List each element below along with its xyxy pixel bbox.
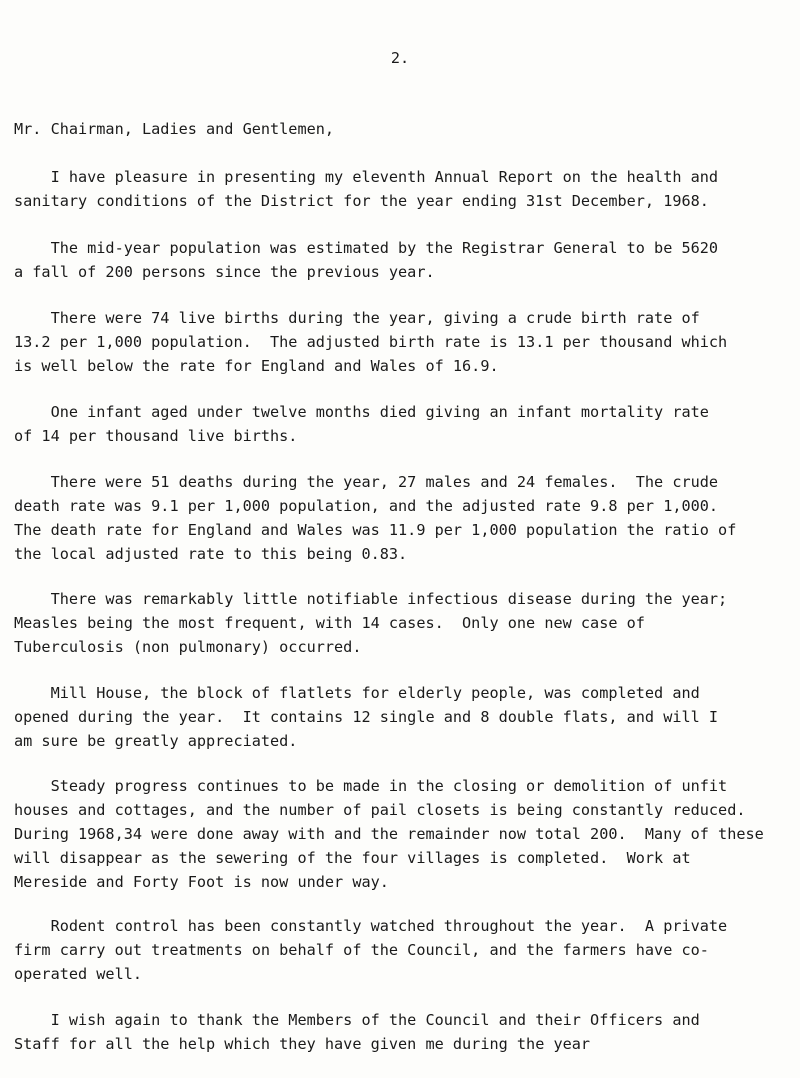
paragraph-deaths: [14, 470, 792, 566]
paragraph-housing: [14, 774, 792, 894]
text-line: Mereside and Forty Foot is now under way.: [14, 873, 389, 891]
text-line: operated well.: [14, 965, 143, 983]
text-line: will disappear as the sewering of the four villages is completed. Work at: [14, 849, 691, 867]
text-line: Measles being the most frequent, with 14 cases. Only one new case of: [14, 614, 645, 632]
paragraph-introduction: [14, 165, 792, 213]
text-line: Rodent control has been constantly watched throughout the year. A private: [14, 917, 728, 935]
text-line: I wish again to thank the Members of the Council and their Officers and: [14, 1011, 700, 1029]
paragraph-infant-mortality: [14, 400, 792, 448]
text-line: is well below the rate for England and Wales of 16.9.: [14, 357, 499, 375]
text-line: houses and cottages, and the number of pail closets is being constantly reduced.: [14, 801, 746, 819]
text-line: of 14 per thousand live births.: [14, 427, 298, 445]
text-line: There were 74 live births during the year, giving a crude birth rate of: [14, 309, 700, 327]
text-line: Mill House, the block of flatlets for elderly people, was completed and: [14, 684, 700, 702]
text-line: The death rate for England and Wales was 11.9 per 1,000 population the ratio of: [14, 521, 737, 539]
text-line: There were 51 deaths during the year, 27 males and 24 females. The crude: [14, 473, 719, 491]
paragraph-population: [14, 236, 792, 284]
paragraph-rodent-control: [14, 914, 792, 986]
text-line: am sure be greatly appreciated.: [14, 732, 298, 750]
paragraph-mill-house: [14, 681, 792, 753]
text-line: the local adjusted rate to this being 0.83.: [14, 545, 408, 563]
text-line: During 1968,34 were done away with and the remainder now total 200. Many of these: [14, 825, 764, 843]
text-line: I have pleasure in presenting my eleventh Annual Report on the health and: [14, 168, 719, 186]
text-line: death rate was 9.1 per 1,000 population, and the adjusted rate 9.8 per 1,000.: [14, 497, 719, 515]
page-number: 2.: [390, 49, 410, 67]
text-line: sanitary conditions of the District for the year ending 31st December, 1968.: [14, 192, 709, 210]
text-line: Staff for all the help which they have given me during the year: [14, 1035, 591, 1053]
paragraph-thanks: [14, 1008, 792, 1056]
text-line: a fall of 200 persons since the previous year.: [14, 263, 435, 281]
paragraph-births: [14, 306, 792, 378]
text-line: There was remarkably little notifiable infectious disease during the year;: [14, 590, 728, 608]
text-line: One infant aged under twelve months died giving an infant mortality rate: [14, 403, 709, 421]
salutation: Mr. Chairman, Ladies and Gentlemen,: [14, 120, 335, 138]
text-line: 13.2 per 1,000 population. The adjusted birth rate is 13.1 per thousand which: [14, 333, 728, 351]
text-line: Tuberculosis (non pulmonary) occurred.: [14, 638, 362, 656]
text-line: The mid-year population was estimated by the Registrar General to be 5620: [14, 239, 719, 257]
text-line: Steady progress continues to be made in the closing or demolition of unfit: [14, 777, 728, 795]
text-line: opened during the year. It contains 12 single and 8 double flats, and will I: [14, 708, 719, 726]
paragraph-infectious-disease: [14, 587, 792, 659]
text-line: firm carry out treatments on behalf of the Council, and the farmers have co-: [14, 941, 709, 959]
